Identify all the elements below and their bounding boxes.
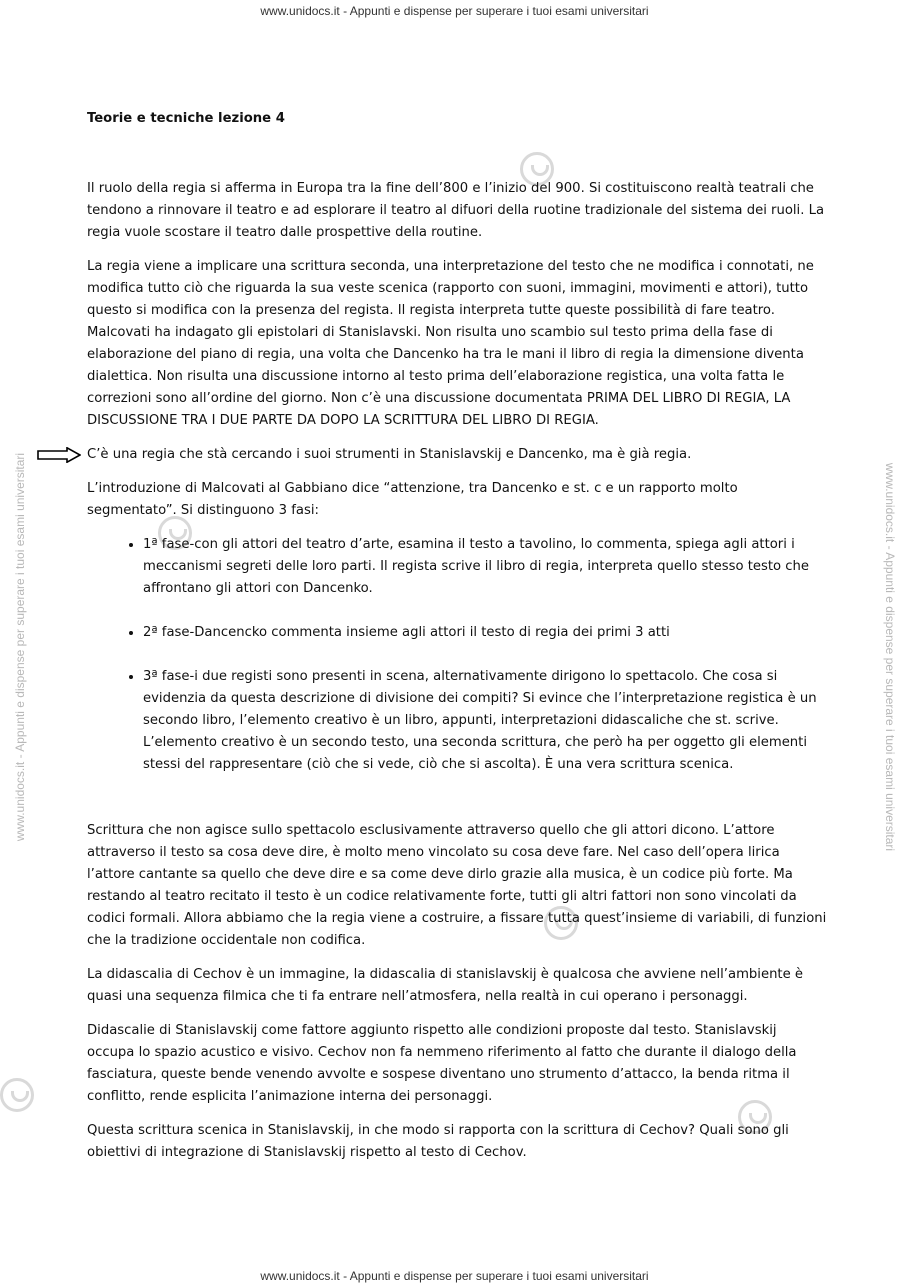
paragraph: Il ruolo della regia si afferma in Europa tra la fine dell’800 e l’inizio del 900. Si costituiscono realtà teatrali che tendono a rinnovare il teatro e ad esplorare il teatro al difuori della ruotine tradizionale del sistema dei ruoli. La regia vuole scostare il teatro dalle prospettive della routine. bbox=[87, 181, 825, 240]
spacer bbox=[87, 798, 827, 820]
arrow-right-icon bbox=[37, 447, 81, 463]
paragraph: L’introduzione di Malcovati al Gabbiano dice “attenzione, tra Dancenko e st. c e un rapporto molto segmentato”. Si distinguono 3 fasi: bbox=[87, 481, 738, 518]
footer-watermark: www.unidocs.it - Appunti e dispense per superare i tuoi esami universitari bbox=[260, 1269, 649, 1283]
list-item: • 3ª fase-i due registi sono presenti in scena, alternativamente dirigono lo spettacolo. Che cosa si evidenzia da questa descrizione di divisione dei compiti? Si evince che l’interpretazione registica è un secondo libro, l’elemento creativo è un libro, appunti, interpretazioni didascaliche che st. scrive. L’elemento creativo è un secondo testo, una seconda scrittura, che però ha per oggetto gli elementi stessi del rappresentare (ciò che si vede, ciò che si ascolta). È una vera scrittura scenica. bbox=[143, 666, 827, 776]
left-side-watermark: www.unidocs.it - Appunti e dispense per superare i tuoi esami universitari bbox=[13, 452, 27, 842]
paragraph: Didascalie di Stanislavskij come fattore aggiunto rispetto alle condizioni proposte dal testo. Stanislavskij occupa lo spazio acustico e visivo. Cechov non fa nemmeno riferimento al fatto che durante il dialogo della fasciatura, queste bende venendo avvolte e sospese diventano uno strumento d’attacco, la benda ritma il conflitto, rende esplicita l’animazione interna dei personaggi. bbox=[87, 1023, 797, 1104]
right-side-watermark: www.unidocs.it - Appunti e dispense per superare i tuoi esami universitari bbox=[883, 462, 897, 852]
header-watermark: www.unidocs.it - Appunti e dispense per superare i tuoi esami universitari bbox=[260, 4, 649, 18]
paragraph-text: C’è una regia che stà cercando i suoi strumenti in Stanislavskij e Dancenko, ma è già regia. bbox=[87, 447, 692, 462]
document-title: Teorie e tecniche lezione 4 bbox=[87, 111, 285, 126]
list-item: • 1ª fase-con gli attori del teatro d’arte, esamina il testo a tavolino, lo commenta, spiega agli attori i meccanismi segreti delle loro parti. Il regista scrive il libro di regia, interpreta quello stesso testo che affrontano gli attori con Dancenko. bbox=[143, 534, 827, 600]
list-item: • 2ª fase-Dancencko commenta insieme agli attori il testo di regia dei primi 3 atti bbox=[143, 622, 827, 644]
paragraph: La didascalia di Cechov è un immagine, la didascalia di stanislavskij è qualcosa che avviene nell’ambiente è quasi una sequenza filmica che ti fa entrare nell’atmosfera, nella realtà in cui operano i personaggi. bbox=[87, 967, 804, 1004]
document-body bbox=[87, 108, 827, 1176]
paragraph: Scrittura che non agisce sullo spettacolo esclusivamente attraverso quello che gli attori dicono. L’attore attraverso il testo sa cosa deve dire, è molto meno vincolato su cosa deve fare. Nel caso dell’opera lirica l’attore cantante sa quello che deve dire e sa come deve dirlo grazie alla musica, è un codice più forte. Ma restando al teatro recitato il testo è un codice relativamente forte, tutti gli altri fattori non sono vincolati da codici formali. Allora abbiamo che la regia viene a costruire, a fissare tutta quest’insieme di variabili, di funzioni che la tradizione occidentale non codifica. bbox=[87, 823, 827, 948]
watermark-logo-icon bbox=[0, 1078, 34, 1112]
paragraph: Questa scrittura scenica in Stanislavskij, in che modo si rapporta con la scrittura di Cechov? Quali sono gli obiettivi di integrazione di Stanislavskij rispetto al testo di Cechov. bbox=[87, 1123, 789, 1160]
highlighted-paragraph bbox=[87, 444, 827, 466]
phase-list bbox=[87, 534, 827, 776]
paragraph: La regia viene a implicare una scrittura seconda, una interpretazione del testo che ne modifica i connotati, ne modifica tutto ciò che riguarda la sua veste scenica (rapporto con suoni, immagini, movimenti e attori), tutto questo si modifica con la presenza del regista. Il regista interpreta tutte queste possibilità di fare teatro. Malcovati ha indagato gli epistolari di Stanislavski. Non risulta uno scambio sul testo prima della fase di elaborazione del piano di regia, una volta che Dancenko ha tra le mani il libro di regia la dimensione diventa dialettica. Non risulta una discussione intorno al testo prima dell’elaborazione registica, una volta fatta le correzioni sono all’ordine del giorno. Non c’è una discussione documentata PRIMA DEL LIBRO DI REGIA, LA DISCUSSIONE TRA I DUE PARTE DA DOPO LA SCRITTURA DEL LIBRO DI REGIA. bbox=[87, 259, 814, 428]
